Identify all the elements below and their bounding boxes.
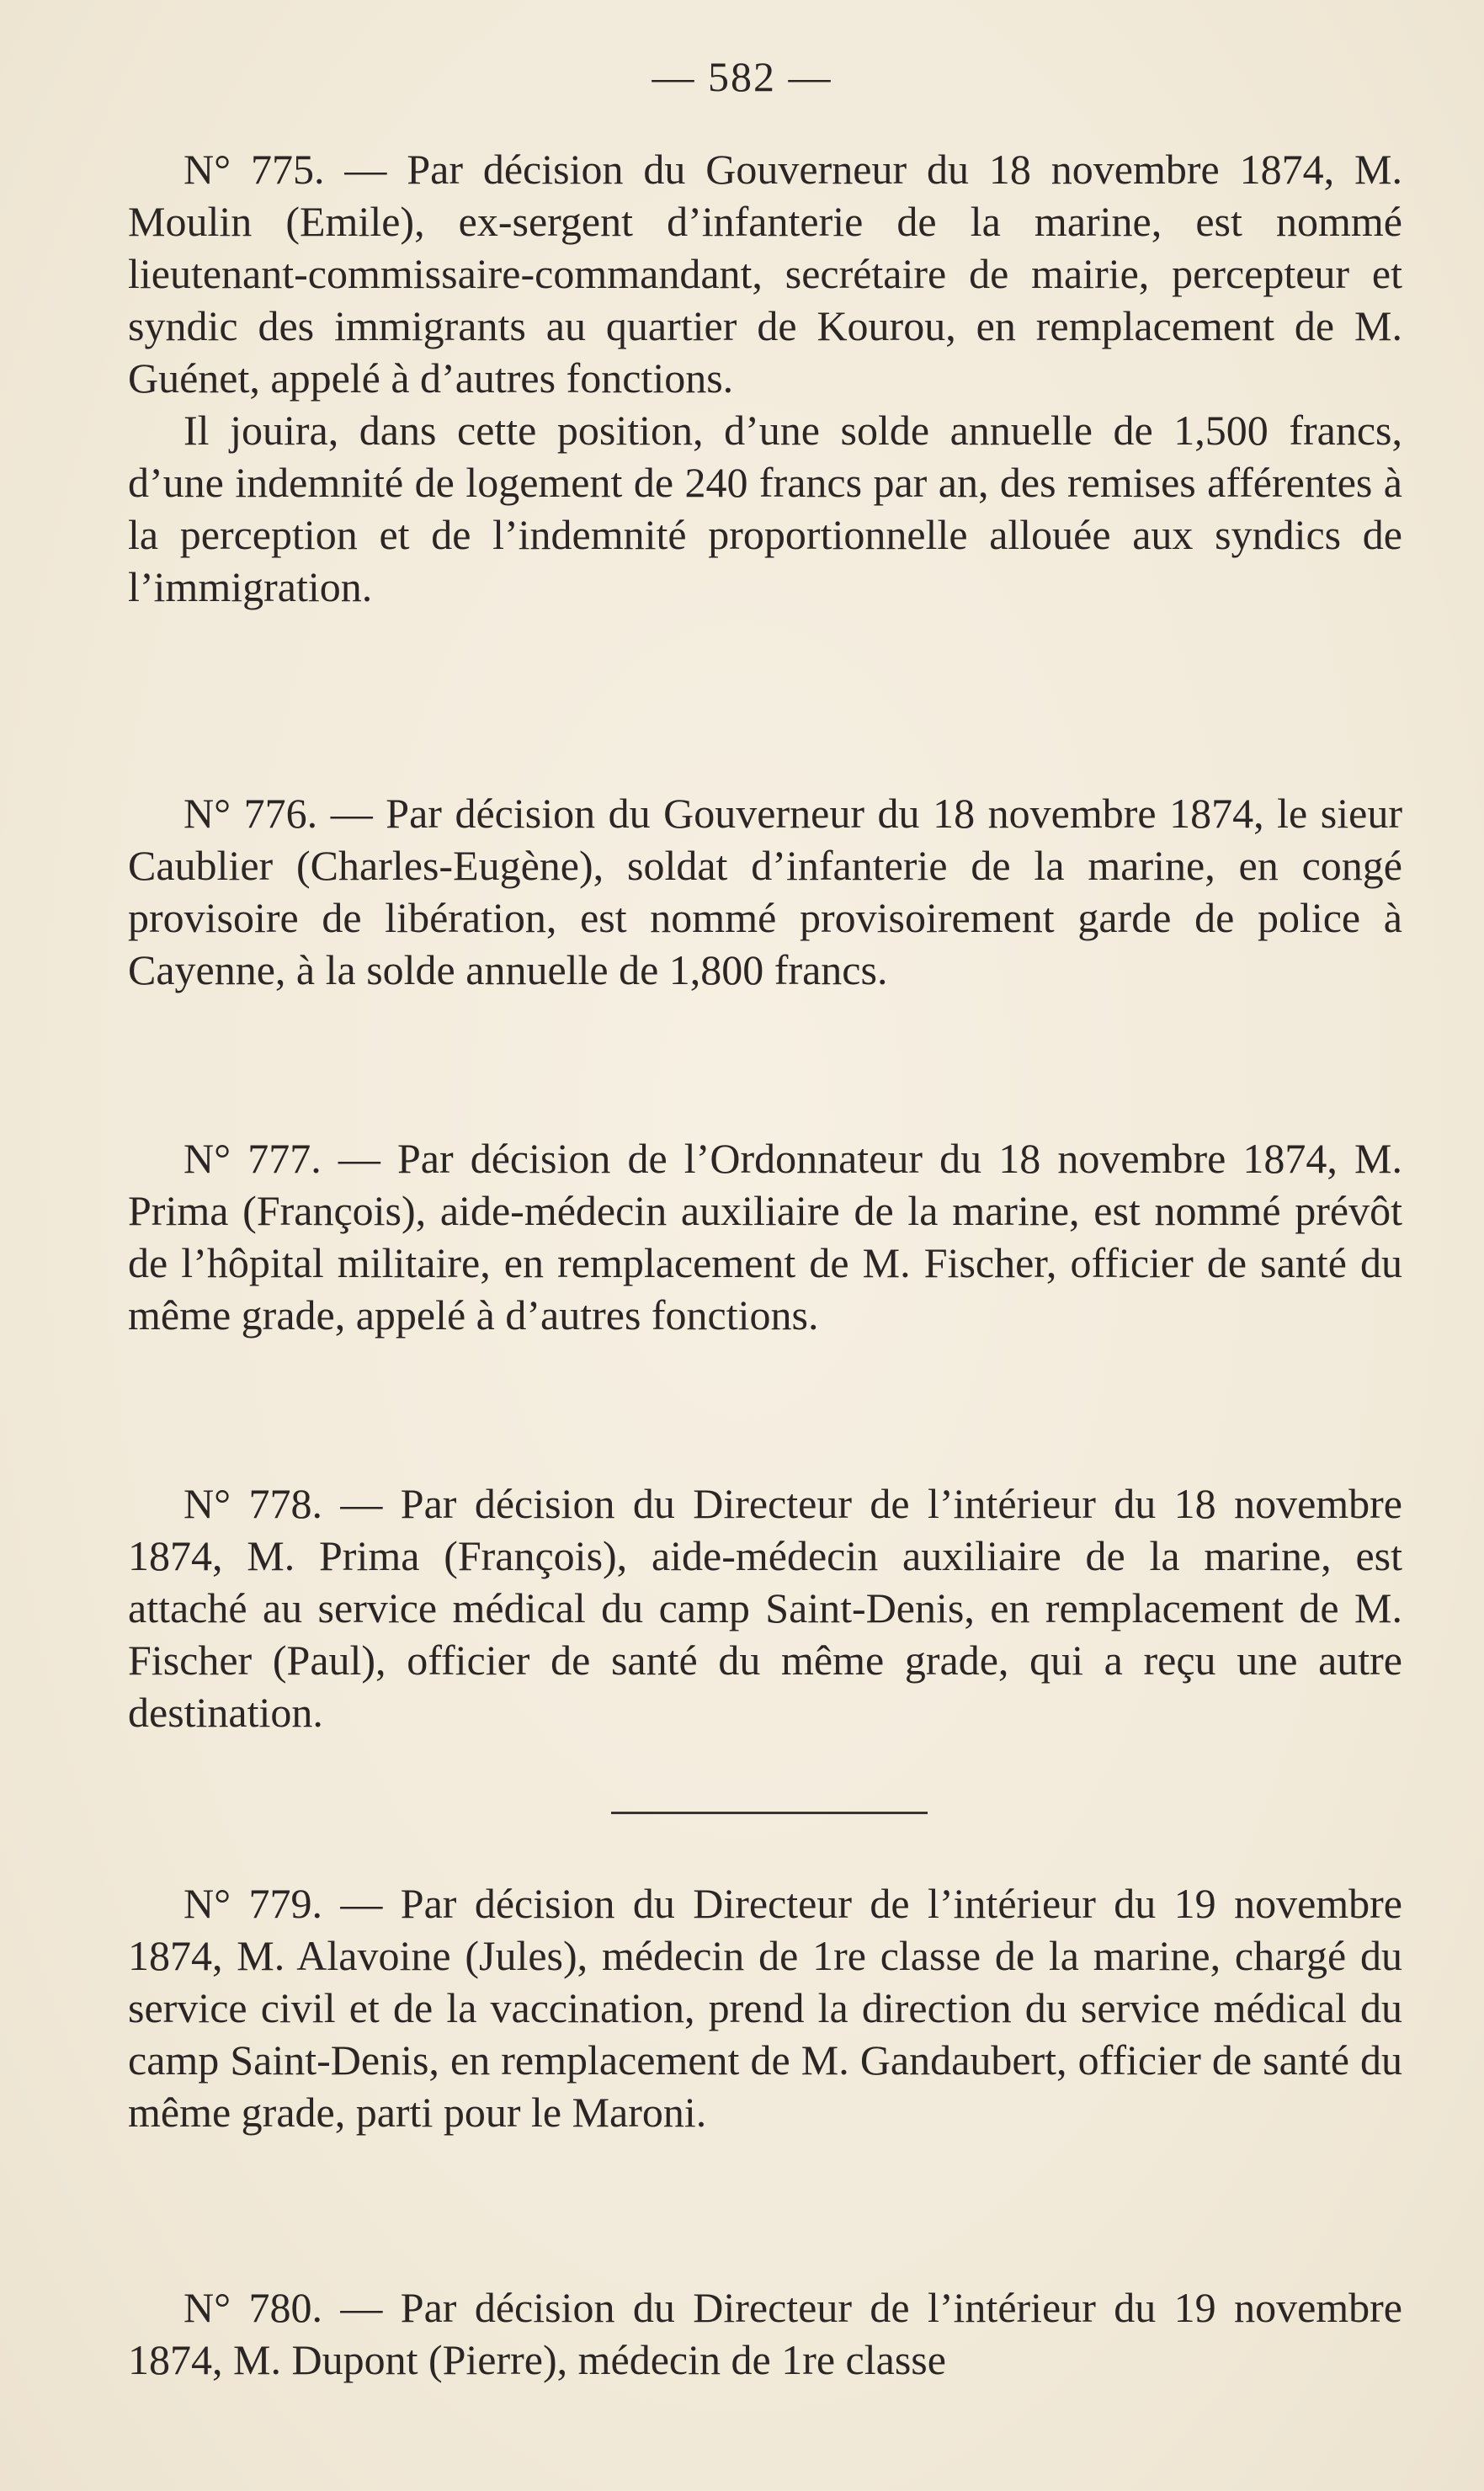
entry-776: [128, 787, 1402, 996]
entry-780: [128, 2281, 1402, 2386]
entry-777-paragraph: N° 777. — Par décision de l’Ordonnateur du 18 novembre 1874, M. Prima (François), aide-médecin auxiliaire de la marine, est nommé prévôt de l’hôpital militaire, en remplacement de M. Fischer, officier de santé du même grade, appelé à d’autres fonctions.: [128, 1135, 1402, 1339]
entry-778-paragraph: N° 778. — Par décision du Directeur de l’intérieur du 18 novembre 1874, M. Prima (François), aide-médecin auxiliaire de la marine, est attaché au service médical du camp Saint-Denis, en remplacement de M. Fischer (Paul), officier de santé du même grade, qui a reçu une autre destination.: [128, 1480, 1402, 1736]
entry-775: [128, 143, 1402, 613]
entry-775-paragraph-2: Il jouira, dans cette position, d’une solde annuelle de 1,500 francs, d’une indemnité de logement de 240 francs par an, des remises afférentes à la perception et de l’indemnité proportionnelle allouée aux syndics de l’immigration.: [128, 407, 1402, 610]
entry-779-paragraph: N° 779. — Par décision du Directeur de l’intérieur du 19 novembre 1874, M. Alavoine (Jules), médecin de 1re classe de la marine, chargé du service civil et de la vaccination, prend la direction du service médical du camp Saint-Denis, en remplacement de M. Gandaubert, officier de santé du même grade, parti pour le Maroni.: [128, 1880, 1402, 2136]
section-divider: [611, 1812, 928, 1814]
entry-776-paragraph: N° 776. — Par décision du Gouverneur du 18 novembre 1874, le sieur Caublier (Charles-Eugène), soldat d’infanterie de la marine, en congé provisoire de libération, est nommé provisoirement garde de police à Cayenne, à la solde annuelle de 1,800 francs.: [128, 790, 1402, 993]
entry-778: [128, 1477, 1402, 1738]
entry-779: [128, 1877, 1402, 2138]
entry-777: [128, 1132, 1402, 1341]
entry-780-paragraph: N° 780. — Par décision du Directeur de l’intérieur du 19 novembre 1874, M. Dupont (Pierre), médecin de 1re classe: [128, 2284, 1402, 2383]
page-number: — 582 —: [652, 53, 832, 100]
entry-775-paragraph-1: N° 775. — Par décision du Gouverneur du 18 novembre 1874, M. Moulin (Emile), ex-sergent d’infanterie de la marine, est nommé lieutenant-commissaire-commandant, secrétaire de mairie, percepteur et syndic des immigrants au quartier de Kourou, en remplacement de M. Guénet, appelé à d’autres fonctions.: [128, 146, 1402, 402]
